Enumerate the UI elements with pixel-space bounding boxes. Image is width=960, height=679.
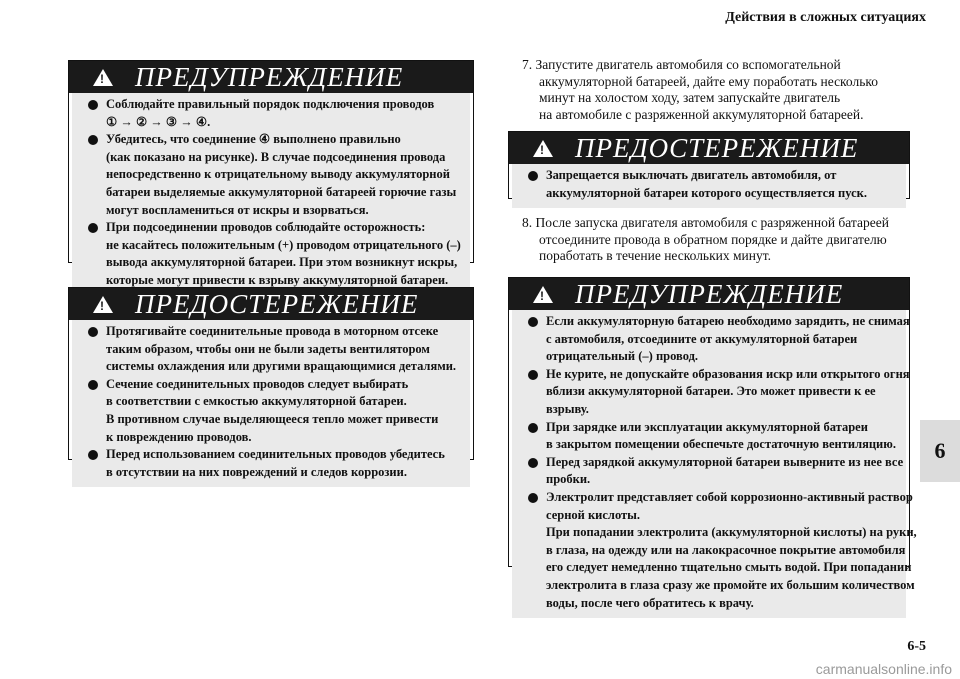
item-line: вывода аккумуляторной батареи. При этом возникнут искры, [106, 255, 458, 270]
bullet-icon [88, 450, 98, 460]
warning-triangle-icon [93, 69, 113, 86]
step-line: на автомобиле с разряженной аккумуляторной батареей. [539, 106, 864, 122]
item-line: При подсоединении проводов соблюдайте осторожность: [106, 220, 426, 235]
watermark: carmanualsonline.info [815, 661, 952, 677]
item-line: непосредственно к отрицательному выводу аккумуляторной [106, 167, 450, 182]
item-line: серной кислоты. [546, 507, 641, 522]
caution-item [526, 167, 900, 202]
item-line: (как показано на рисунке). В случае подсоединения провода [106, 149, 446, 164]
item-line: к повреждению проводов. [106, 429, 252, 444]
step-line: минут на холостом ходу, затем запускайте двигатель [539, 90, 841, 105]
bullet-icon [528, 171, 538, 181]
item-line: батареи выделяемые аккумуляторной батареей горючие газы [106, 184, 457, 199]
warning-title-bar [69, 61, 473, 93]
warning-triangle-icon [533, 140, 553, 157]
item-line: Запрещается выключать двигатель автомобиля, от [546, 168, 837, 182]
caution-content [512, 164, 906, 208]
step-line: 7. Запустите двигатель автомобиля со вспомогательной [522, 57, 841, 72]
item-line: его следует немедленно тщательно смыть водой. При попадании [546, 560, 912, 575]
bullet-icon [528, 370, 538, 380]
item-line: в глаза, на одежду или на лакокрасочное покрытие автомобиля [546, 542, 906, 557]
item-line: воды, после чего обратитесь к врачу. [546, 595, 754, 610]
step-line: отсоедините провода в обратном порядке и дайте двигателю [539, 231, 887, 247]
item-line: с автомобиля, отсоедините от аккумуляторной батареи [546, 331, 858, 346]
warning-item [86, 96, 464, 131]
caution-item [86, 446, 464, 481]
warning-box-right [508, 277, 917, 610]
warning-item [86, 131, 464, 219]
caution-title-bar [509, 132, 909, 164]
item-line: таким образом, чтобы они не были задеты вентилятором [106, 341, 430, 356]
item-line: системы охлаждения или другими вращающимися деталями. [106, 359, 457, 374]
warning-box-left [68, 60, 474, 287]
item-line: Перед использованием соединительных проводов убедитесь [106, 447, 445, 462]
bullet-icon [88, 100, 98, 110]
item-line: электролита в глаза сразу же промойте их большим количеством [546, 577, 915, 592]
warning-content [512, 310, 917, 618]
caution-box-right [508, 131, 910, 199]
warning-item [526, 366, 910, 419]
item-line: взрыву. [546, 401, 589, 416]
warning-triangle-icon [93, 296, 113, 313]
caution-item [86, 323, 464, 376]
section-title: Действия в сложных ситуациях [725, 10, 926, 25]
bullet-icon [528, 423, 538, 433]
item-line: не касайтесь положительным (+) проводом отрицательного (–) [106, 237, 461, 252]
item-line: Соблюдайте правильный порядок подключения проводов [106, 97, 435, 111]
warning-item [526, 454, 904, 489]
caution-title: ПРЕДОСТЕРЕЖЕНИЕ [135, 288, 419, 319]
warning-title: ПРЕДУПРЕЖДЕНИЕ [575, 278, 844, 309]
item-line: Убедитесь, что соединение ④ выполнено правильно [106, 132, 401, 147]
item-line: аккумуляторной батареи которого осуществляется пуск. [546, 185, 867, 200]
page-number: 6-5 [907, 639, 926, 654]
item-line: могут воспламениться от искры и взорваться. [106, 202, 369, 217]
warning-triangle-icon [533, 286, 553, 303]
warning-content [72, 93, 470, 296]
bullet-icon [88, 135, 98, 145]
step-line: аккумуляторной батареей, дайте ему поработать несколько [539, 73, 879, 89]
item-line: в отсутствии на них повреждений и следов коррозии. [106, 464, 407, 479]
caution-item [86, 376, 464, 446]
caution-title: ПРЕДОСТЕРЕЖЕНИЕ [575, 132, 859, 163]
caution-title-bar [69, 288, 473, 320]
warning-item [526, 313, 910, 366]
item-line: При зарядке или эксплуатации аккумуляторной батареи [546, 419, 868, 434]
item-line: ① → ② → ③ → ④. [106, 114, 211, 129]
step-line: 8. После запуска двигателя автомобиля с разряженной батареей [522, 215, 889, 230]
item-line: Перед зарядкой аккумуляторной батареи выверните из нее все [546, 454, 904, 469]
bullet-icon [528, 458, 538, 468]
warning-item [526, 489, 917, 612]
item-line: При попадании электролита (аккумуляторной кислоты) на руки, [546, 525, 917, 540]
item-line: которые могут привести к взрыву аккумуляторной батареи. [106, 272, 449, 287]
item-line: отрицательный (–) провод. [546, 349, 699, 364]
step-8 [522, 215, 889, 265]
item-line: Электролит представляет собой коррозионно-активный раствор [546, 489, 913, 504]
step-line: поработать в течение нескольких минут. [539, 248, 771, 263]
item-line: вблизи аккумуляторной батареи. Это может привести к ее [546, 384, 876, 399]
item-line: пробки. [546, 472, 591, 487]
item-line: Протягивайте соединительные провода в моторном отсеке [106, 324, 439, 338]
warning-item [86, 219, 464, 289]
bullet-icon [88, 223, 98, 233]
bullet-icon [88, 380, 98, 390]
warning-title: ПРЕДУПРЕЖДЕНИЕ [135, 61, 404, 92]
bullet-icon [88, 327, 98, 337]
item-line: В противном случае выделяющееся тепло может привести [106, 411, 439, 426]
bullet-icon [528, 493, 538, 503]
bullet-icon [528, 317, 538, 327]
item-line: Если аккумуляторную батарею необходимо зарядить, не снимая [546, 314, 910, 328]
item-line: Не курите, не допускайте образования искр или открытого огня [546, 366, 910, 381]
item-line: Сечение соединительных проводов следует выбирать [106, 376, 409, 391]
warning-item [526, 419, 900, 454]
step-7 [522, 57, 878, 123]
caution-box-left [68, 287, 474, 479]
chapter-tab: 6 [920, 420, 960, 482]
item-line: в закрытом помещении обеспечьте достаточную вентиляцию. [546, 437, 896, 452]
caution-content [72, 320, 470, 487]
item-line: в соответствии с емкостью аккумуляторной батареи. [106, 394, 407, 409]
warning-title-bar [509, 278, 909, 310]
